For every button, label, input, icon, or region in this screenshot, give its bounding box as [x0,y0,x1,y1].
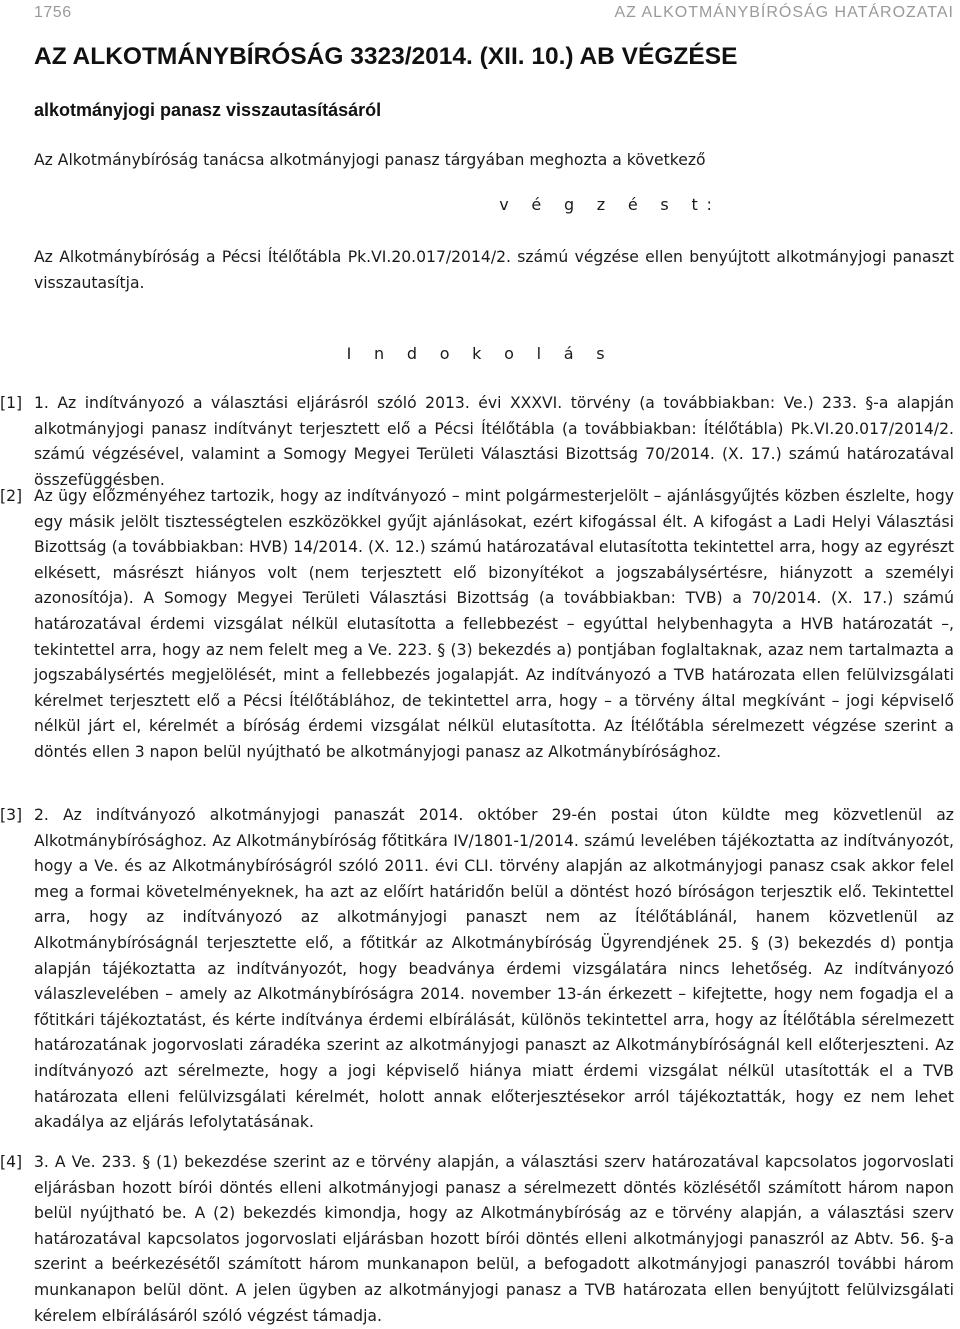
paragraph-1 [0,391,954,493]
ruling-text: Az Alkotmánybíróság a Pécsi Ítélőtábla Pk.VI.20.017/2014/2. számú végzése ellen benyújtott alkotmányjogi panaszt visszautasítja. [34,248,954,292]
document-subtitle: alkotmányjogi panasz visszautasításáról [34,100,382,120]
paragraph-number: [2] [0,487,23,505]
paragraph-2 [0,484,954,766]
paragraph-3 [0,803,954,1136]
paragraph-text: 2. Az indítványozó alkotmányjogi panaszát 2014. október 29-én postai úton küldte meg közvetlenül az Alkotmánybírósághoz. Az Alkotmánybíróság főtitkára IV/1801-1/2014. számú levelében tájékoztatta az indítványozót, hogy a Ve. és az Alkotmánybíróságról szóló 2011. évi CLI. törvény alapján az alkotmányjogi panasz csak akkor felel meg a formai követelményeknek, ha azt az előírt határidőn belül a döntést hozó bíróságon terjesztik elő. Tekintettel arra, hogy az indítványozó az alkotmányjogi panaszt nem az Ítélőtáblánál, hanem közvetlenül az Alkotmánybíróságnál terjesztette elő, a főtitkár az Alkotmánybíróság Ügyrendjének 25. § (3) bekezdés d) pontja alapján tájékoztatta az indítványozót, hogy beadványa érdemi vizsgálatára nincs lehetőség. Az indítványozó válaszlevelében – amely az Alkotmánybíróságra 2014. november 13-án érkezett – kifejtette, hogy nem fogadja el a főtitkári tájékoztatást, és kérte indítványa érdemi elbírálását, különös tekintettel arra, hogy az Ítélőtábla sérelmezett határozatának jogorvoslati záradéka szerint az alkotmányjogi panaszt az Alkotmánybíróságnál kell előterjeszteni. Az indítványozó azt sérelmezte, hogy a jogi képviselő hiánya miatt érdemi vizsgálat nélkül utasították el a TVB határozata elleni felülvizsgálati kérelmét, holott annak előterjesztésekor arról tájékoztatták, hogy ez nem lehet akadálya az eljárás lefolytatásának. [34,806,954,1132]
running-section-title: AZ ALKOTMÁNYBÍRÓSÁG HATÁROZATAI [614,4,954,21]
paragraph-text: 1. Az indítványozó a választási eljárásról szóló 2013. évi XXXVI. törvény (a továbbiakban: Ve.) 233. §-a alapján alkotmányjogi panasz indítványt terjesztett elő a Pécsi Ítélőtábla (a továbbiakban: Ítélőtábla) Pk.VI.20.017/2014/2. számú végzésével, valamint a Somogy Megyei Területi Választási Bizottság 70/2014. (X. 17.) számú határozatával összefüggésben. [34,394,954,489]
paragraph-text: 3. A Ve. 233. § (1) bekezdése szerint az e törvény alapján, a választási szerv határozatával kapcsolatos jogorvoslati eljárásban hozott bírói döntés elleni alkotmányjogi panasz a sérelmezett döntés közlésétől számított három napon belül nyújtható be. A (2) bekezdés kimondja, hogy az Alkotmánybíróság az e törvény alapján, a választási szerv határozatával kapcsolatos jogorvoslati eljárásban hozott bírói döntés elleni alkotmányjogi panaszról az Abtv. 56. §-a szerint a beérkezésétől számított három munkanapon belül, a befogadott alkotmányjogi panaszról további három munkanapon belül dönt. A jelen ügyben az alkotmányjogi panasz a TVB határozata ellen benyújtott felülvizsgálati kérelem elbírálásáról szóló végzést támadja. [34,1153,954,1325]
paragraph-number: [4] [0,1153,23,1171]
intro-text: Az Alkotmánybíróság tanácsa alkotmányjogi panasz tárgyában meghozta a következő [34,151,706,169]
reasoning-heading: I n d o k o l á s [346,344,614,363]
paragraph-text: Az ügy előzményéhez tartozik, hogy az indítványozó – mint polgármesterjelölt – ajánlásgyűjtés közben észlelte, hogy egy másik jelölt tisztességtelen eszközökkel gyűjt ajánlásokat, ezért kifogással élt. A kifogást a Ladi Helyi Választási Bizottság (a továbbiakban: HVB) 14/2014. (X. 12.) számú határozatával elutasította tekintettel arra, hogy az egyrészt elkésett, másrészt hiányos volt (nem terjesztett elő bizonyítékot a jogszabálysértésre, hiányzott a személyi azonosítója). A Somogy Megyei Területi Választási Bizottság (a továbbiakban: TVB) a 70/2014. (X. 17.) számú határozatával érdemi vizsgálat nélkül elutasította a fellebbezést – egyúttal helybenhagyta a HVB határozatát –, tekintettel arra, hogy az nem felelt meg a Ve. 223. § (3) bekezdés a) pontjában foglaltaknak, azaz nem tartalmazta a jogszabálysértés megjelölését, mint a fellebbezés jogalapját. Az indítványozó a TVB határozata ellen felülvizsgálati kérelmet terjesztett elő a Pécsi Ítélőtáblához, de tekintettel arra, hogy – a törvény által megkívánt – jogi képviselő nélkül járt el, kérelmét a bíróság érdemi vizsgálat nélkül elutasította. Az Ítélőtábla sérelmezett végzése szerint a döntés ellen 3 napon belül nyújtható be alkotmányjogi panasz az Alkotmánybírósághoz. [34,487,954,761]
ruling-heading: v é g z é s t: [499,195,721,214]
document-title: AZ ALKOTMÁNYBÍRÓSÁG 3323/2014. (XII. 10.) AB VÉGZÉSE [34,43,738,70]
page-number: 1756 [34,4,72,21]
paragraph-number: [3] [0,806,23,824]
paragraph-4 [0,1150,954,1329]
paragraph-number: [1] [0,394,23,412]
running-header [34,4,954,26]
